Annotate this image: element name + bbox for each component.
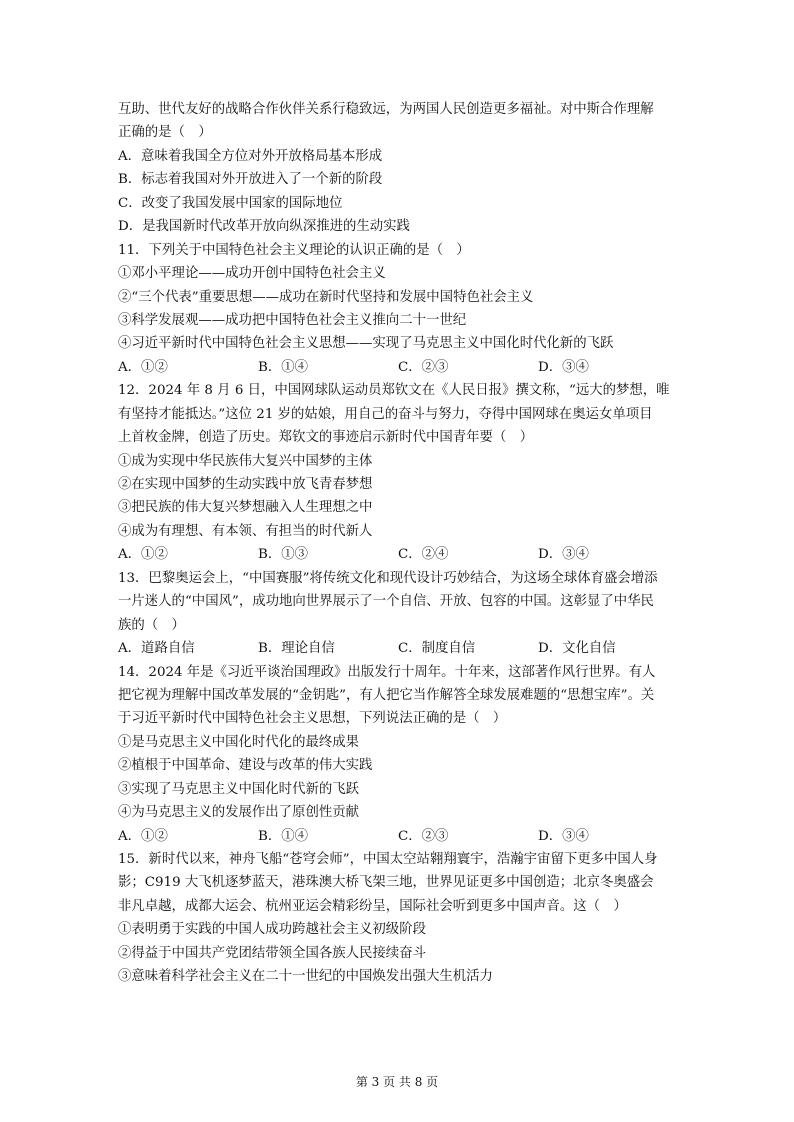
option-line: A．意味着我国全方位对外开放格局基本形成 bbox=[118, 148, 383, 164]
option-a: A．①② bbox=[118, 828, 168, 844]
statement-line: ②植根于中国革命、建设与改革的伟大实践 bbox=[118, 758, 373, 774]
text-line: 正确的是（ ） bbox=[118, 125, 212, 141]
statement-line: ④为马克思主义的发展作出了原创性贡献 bbox=[118, 805, 360, 821]
question-13-stem: 族的（ ） bbox=[118, 617, 185, 633]
statement-line: ①是马克思主义中国化时代化的最终成果 bbox=[118, 734, 360, 750]
option-b: B．①④ bbox=[258, 359, 309, 375]
statement-line: ②得益于中国共产党团结带领全国各族人民接续奋斗 bbox=[118, 945, 426, 961]
question-12-stem: 12．2024 年 8 月 6 日，中国网球队运动员郑钦文在《人民日报》撰文称，“远大的梦想，唯 bbox=[118, 383, 670, 399]
option-c: C．②③ bbox=[398, 828, 449, 844]
statement-line: ③科学发展观——成功把中国特色社会主义推向二十一世纪 bbox=[118, 312, 467, 328]
statement-line: ④成为有理想、有本领、有担当的时代新人 bbox=[118, 523, 373, 539]
statement-line: ②在实现中国梦的生动实践中放飞青春梦想 bbox=[118, 477, 373, 492]
question-13-stem: 一片迷人的“中国风”，成功地向世界展示了一个自信、开放、包容的中国。这彰显了中华民 bbox=[118, 594, 654, 610]
question-12-stem: 有坚持才能抵达。”这位 21 岁的姑娘，用自己的奋斗与努力，夺得中国网球在奥运女单项目 bbox=[118, 406, 653, 422]
option-line: C．改变了我国发展中国家的国际地位 bbox=[118, 195, 343, 211]
statement-line: ③实现了马克思主义中国化时代新的飞跃 bbox=[118, 781, 360, 797]
question-15-stem: 影；C919 大飞机逐梦蓝天，港珠澳大桥飞架三地，世界见证更多中国创造；北京冬奥盛会 bbox=[118, 875, 654, 891]
question-14-stem: 把它视为理解中国改革发展的“金钥匙”，有人把它当作解答全球发展难题的“思想宝库”。关 bbox=[118, 687, 655, 703]
option-a: A．①② bbox=[118, 359, 168, 375]
question-13-options bbox=[118, 637, 678, 660]
option-d: D．③④ bbox=[538, 359, 589, 375]
option-d: D．③④ bbox=[538, 828, 589, 844]
option-d: D．③④ bbox=[538, 547, 589, 563]
question-12-stem: 上首枚金牌，创造了历史。郑钦文的事迹启示新时代中国青年要（ ） bbox=[118, 430, 534, 446]
statement-line: ①成为实现中华民族伟大复兴中国梦的主体 bbox=[118, 453, 373, 469]
question-11-stem: 11．下列关于中国特色社会主义理论的认识正确的是（ ） bbox=[118, 242, 470, 258]
question-11-options bbox=[118, 356, 678, 379]
statement-line: ③把民族的伟大复兴梦想融入人生理想之中 bbox=[118, 500, 373, 516]
statement-line: ③意味着科学社会主义在二十一世纪的中国焕发出强大生机活力 bbox=[118, 969, 493, 985]
question-14-options bbox=[118, 825, 678, 848]
option-c: C．②③ bbox=[398, 359, 449, 375]
option-a: A．①② bbox=[118, 547, 168, 563]
question-15-stem: 15．新时代以来，神舟飞船“苍穹会师”，中国太空站翱翔寰宇，浩瀚宇宙留下更多中国人身 bbox=[118, 852, 658, 867]
statement-line: ④习近平新时代中国特色社会主义思想——实现了马克思主义中国化时代化新的飞跃 bbox=[118, 336, 614, 352]
option-a: A．道路自信 bbox=[118, 641, 195, 657]
text-line: 互助、世代友好的战略合作伙伴关系行稳致远，为两国人民创造更多福祉。对中斯合作理解 bbox=[118, 102, 654, 117]
question-13-stem: 13．巴黎奥运会上，“中国赛服”将传统文化和现代设计巧妙结合，为这场全球体育盛会增添 bbox=[118, 570, 658, 586]
option-d: D．文化自信 bbox=[538, 641, 616, 657]
statement-line: ①表明勇于实践的中国人成功跨越社会主义初级阶段 bbox=[118, 922, 426, 938]
option-c: C．②④ bbox=[398, 547, 449, 563]
option-b: B．①③ bbox=[258, 547, 309, 563]
question-14-stem: 于习近平新时代中国特色社会主义思想，下列说法正确的是（ ） bbox=[118, 711, 507, 727]
option-b: B．①④ bbox=[258, 828, 309, 844]
page-footer: 第 3 页 共 8 页 bbox=[355, 1075, 439, 1089]
question-12-options bbox=[118, 543, 678, 566]
option-b: B．理论自信 bbox=[258, 641, 335, 657]
option-line: D．是我国新时代改革开放向纵深推进的生动实践 bbox=[118, 219, 410, 235]
option-c: C．制度自信 bbox=[398, 641, 476, 657]
question-14-stem: 14．2024 年是《习近平谈治国理政》出版发行十周年。十年来，这部著作风行世界。有人 bbox=[118, 664, 656, 680]
option-line: B．标志着我国对外开放进入了一个新的阶段 bbox=[118, 172, 383, 188]
statement-line: ②“三个代表”重要思想——成功在新时代坚持和发展中国特色社会主义 bbox=[118, 289, 534, 305]
question-15-stem: 非凡卓越，成都大运会、杭州亚运会精彩纷呈，国际社会听到更多中国声音。这（ ） bbox=[118, 898, 627, 914]
exam-page-content bbox=[118, 98, 678, 989]
statement-line: ①邓小平理论——成功开创中国特色社会主义 bbox=[118, 266, 386, 282]
